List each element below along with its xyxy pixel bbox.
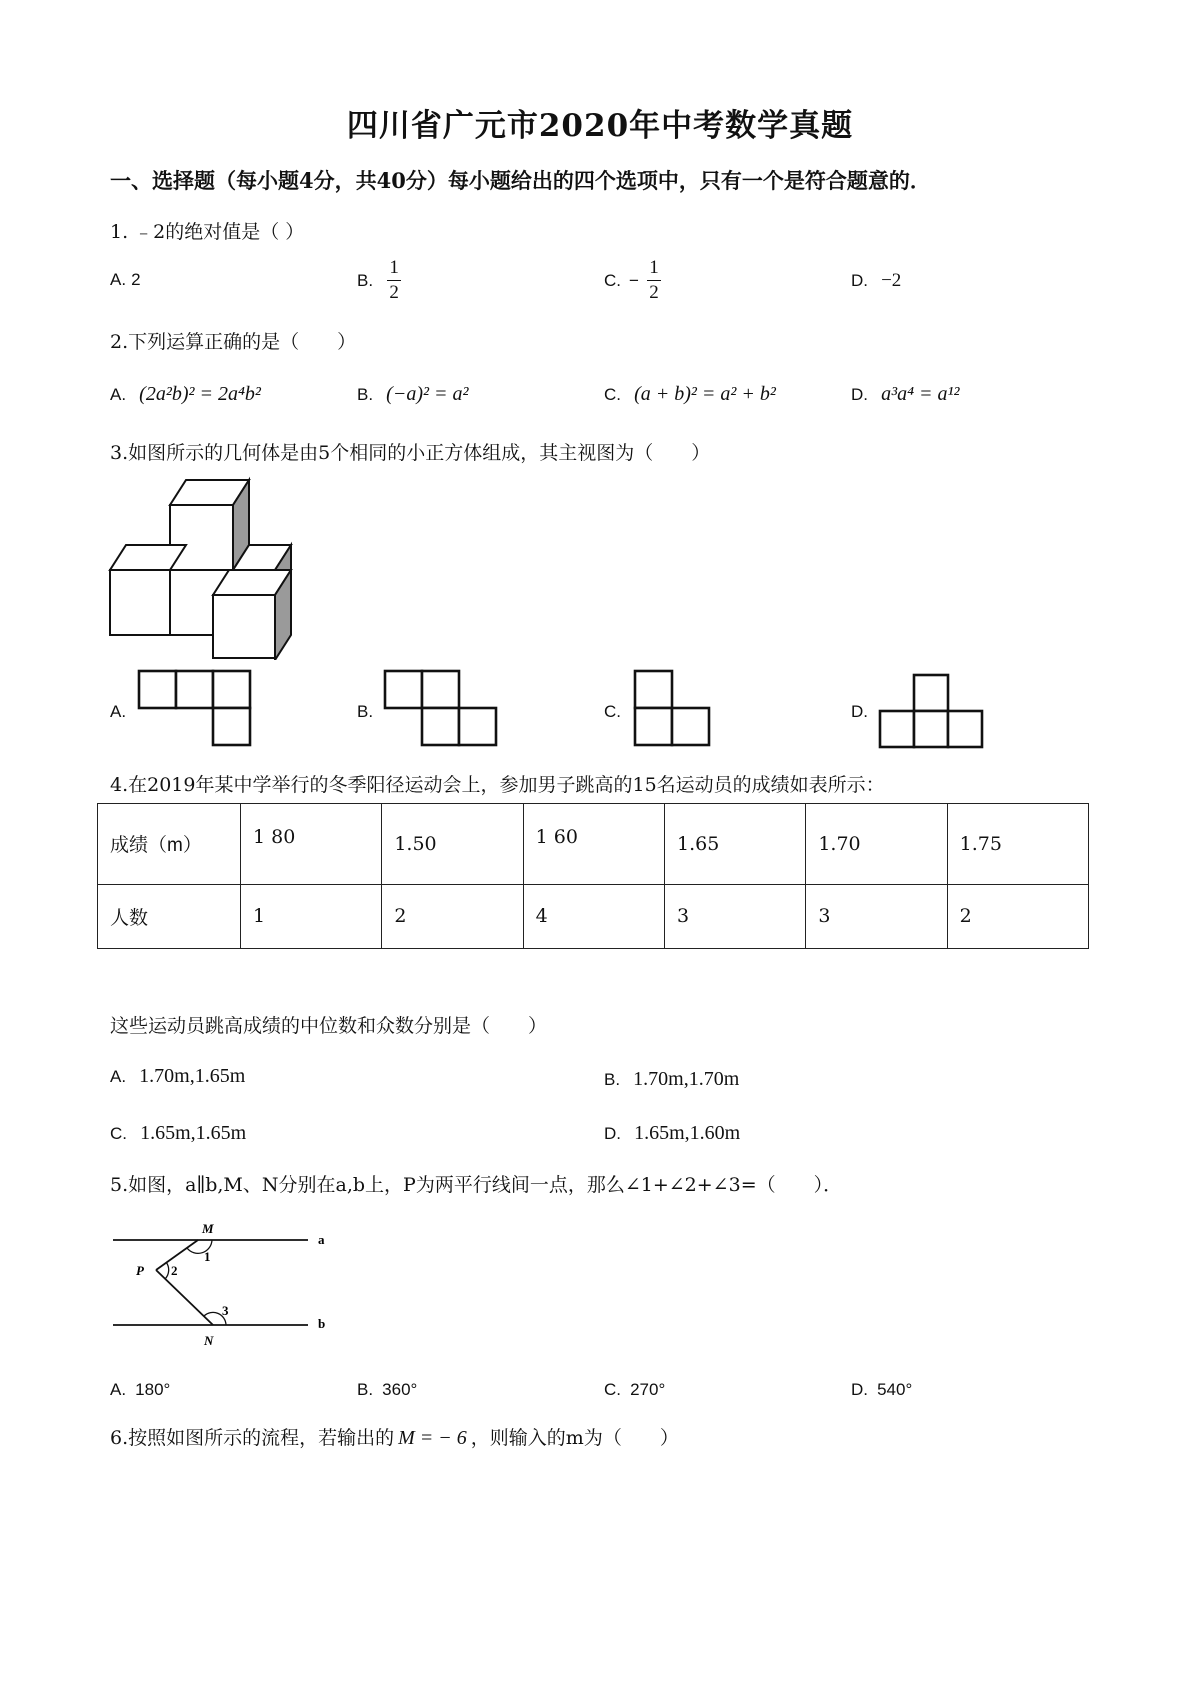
q3-option-b-figure[interactable] xyxy=(382,668,500,750)
option-expression: (a + b)² = a² + b² xyxy=(634,383,776,405)
option-label: A. xyxy=(110,270,127,289)
label-angle-2: 2 xyxy=(171,1263,178,1278)
segment-pn xyxy=(156,1270,213,1325)
option-label: D. xyxy=(851,1380,868,1399)
option-label: C. xyxy=(110,1124,127,1143)
q4-stem: 4.在2019年某中学举行的冬季阳径运动会上，参加男子跳高的15名运动员的成绩如表所示： xyxy=(110,774,885,796)
table-cell: 3 xyxy=(664,884,805,948)
q3-stem: 3.如图所示的几何体是由5个相同的小正方体组成，其主视图为（ ） xyxy=(110,442,711,464)
option-label: B. xyxy=(357,1380,374,1399)
table-cell: 1 60 xyxy=(523,804,664,885)
option-label: A. xyxy=(110,385,127,404)
page-title: 四川省广元市2020年中考数学真题 xyxy=(346,108,854,144)
option-label: A. xyxy=(110,1067,127,1086)
angle-2-arc xyxy=(165,1262,169,1279)
option-text: 360° xyxy=(382,1380,418,1399)
denominator: 2 xyxy=(649,282,659,303)
table-header-cell: 成绩（m） xyxy=(98,804,241,885)
option-label: C. xyxy=(604,1380,621,1399)
numerator: 1 xyxy=(649,257,659,278)
option-text: 2 xyxy=(131,270,141,289)
q2-stem: 2.下列运算正确的是（ ） xyxy=(110,331,357,353)
q1-option-c[interactable] xyxy=(604,257,661,304)
q2-option-d[interactable] xyxy=(851,383,960,406)
cube-front-face xyxy=(110,570,170,635)
parallel-lines-figure xyxy=(108,1215,333,1350)
option-text: −2 xyxy=(881,270,902,291)
option-expression: a³a⁴ = a¹² xyxy=(881,383,960,405)
minus-sign: − xyxy=(629,270,639,290)
option-label: C. xyxy=(604,385,621,404)
option-label: D. xyxy=(604,1124,621,1143)
q1-stem: 1. ﹣2的绝对值是（ ） xyxy=(110,221,305,243)
option-text: 540° xyxy=(877,1380,913,1399)
numerator: 1 xyxy=(389,257,399,278)
q1-option-b[interactable] xyxy=(357,257,401,304)
option-expression: (−a)² = a² xyxy=(386,383,469,405)
table-row xyxy=(98,884,1089,948)
denominator: 2 xyxy=(389,282,399,303)
table-row xyxy=(98,804,1089,885)
q3-option-d[interactable]: D. xyxy=(851,702,868,721)
option-expression: (2a²b)² = 2a⁴b² xyxy=(139,383,261,405)
label-p: P xyxy=(136,1263,144,1278)
table-cell: 1 xyxy=(241,884,382,948)
option-label: B. xyxy=(357,270,374,290)
table-cell: 4 xyxy=(523,884,664,948)
option-text: 1.70m,1.70m xyxy=(633,1068,740,1090)
q2-option-b[interactable] xyxy=(357,383,468,406)
q5-option-a[interactable] xyxy=(110,1380,170,1400)
q3-option-b[interactable]: B. xyxy=(357,702,374,721)
q1-option-a[interactable] xyxy=(110,270,141,290)
label-angle-3: 3 xyxy=(222,1303,229,1318)
option-text: 1.65m,1.65m xyxy=(140,1122,247,1144)
q4-option-a[interactable] xyxy=(110,1065,245,1088)
table-cell: 2 xyxy=(947,884,1088,948)
q5-option-d[interactable] xyxy=(851,1380,912,1400)
cube-front-face xyxy=(213,595,275,658)
option-label: B. xyxy=(604,1070,621,1089)
q6-stem xyxy=(110,1423,679,1450)
option-text: 270° xyxy=(630,1380,666,1399)
q2-option-c[interactable] xyxy=(604,383,776,406)
q6-stem-math: M = − 6 xyxy=(398,1427,467,1449)
q4-question: 这些运动员跳高成绩的中位数和众数分别是（ ） xyxy=(110,1015,548,1037)
option-label: D. xyxy=(851,385,868,404)
fraction-bar xyxy=(647,280,661,281)
table-cell: 1.50 xyxy=(382,804,523,885)
label-angle-1: 1 xyxy=(204,1249,211,1264)
fraction xyxy=(647,257,661,304)
table-cell: 1.65 xyxy=(664,804,805,885)
q2-option-a[interactable] xyxy=(110,383,261,406)
q1-option-d[interactable] xyxy=(851,270,901,292)
q6-stem-prefix: 6.按照如图所示的流程，若输出的 xyxy=(110,1427,395,1449)
label-b: b xyxy=(318,1316,326,1331)
section-heading: 一、选择题（每小题4分，共40分）每小题给出的四个选项中，只有一个是符合题意的． xyxy=(110,168,931,193)
table-cell: 1.75 xyxy=(947,804,1088,885)
q3-option-c-figure[interactable] xyxy=(632,668,714,750)
label-a: a xyxy=(318,1232,325,1247)
option-label: A. xyxy=(110,1380,127,1399)
q6-stem-suffix: ，则输入的m为（ ） xyxy=(470,1427,679,1449)
fraction-bar xyxy=(387,280,401,281)
solid-figure xyxy=(105,475,320,660)
option-text: 1.70m,1.65m xyxy=(139,1065,246,1087)
fraction xyxy=(387,257,401,304)
q3-option-a-figure[interactable] xyxy=(136,668,254,750)
table-cell: 2 xyxy=(382,884,523,948)
cube-front-face xyxy=(170,505,233,570)
option-text: 1.65m,1.60m xyxy=(634,1122,741,1144)
option-label: B. xyxy=(357,385,374,404)
option-text: 180° xyxy=(135,1380,171,1399)
q3-option-c[interactable]: C. xyxy=(604,702,621,721)
q3-option-a[interactable]: A. xyxy=(110,702,127,721)
q4-option-d[interactable] xyxy=(604,1122,740,1145)
table-cell: 1 80 xyxy=(241,804,382,885)
label-n: N xyxy=(204,1333,214,1348)
q4-option-b[interactable] xyxy=(604,1068,739,1091)
table-header-cell: 人数 xyxy=(98,884,241,948)
option-label: C. xyxy=(604,270,621,290)
q5-stem: 5.如图，a∥b,M、N分别在a,b上，P为两平行线间一点，那么∠1+∠2+∠3=（ ）． xyxy=(110,1174,843,1196)
q4-option-c[interactable] xyxy=(110,1122,246,1145)
table-cell: 3 xyxy=(806,884,947,948)
q5-option-c[interactable] xyxy=(604,1380,665,1400)
label-m: M xyxy=(202,1221,214,1236)
option-label: D. xyxy=(851,271,868,290)
score-table xyxy=(97,803,1089,949)
q3-option-d-figure[interactable] xyxy=(877,672,989,752)
table-cell: 1.70 xyxy=(806,804,947,885)
q5-option-b[interactable] xyxy=(357,1380,417,1400)
